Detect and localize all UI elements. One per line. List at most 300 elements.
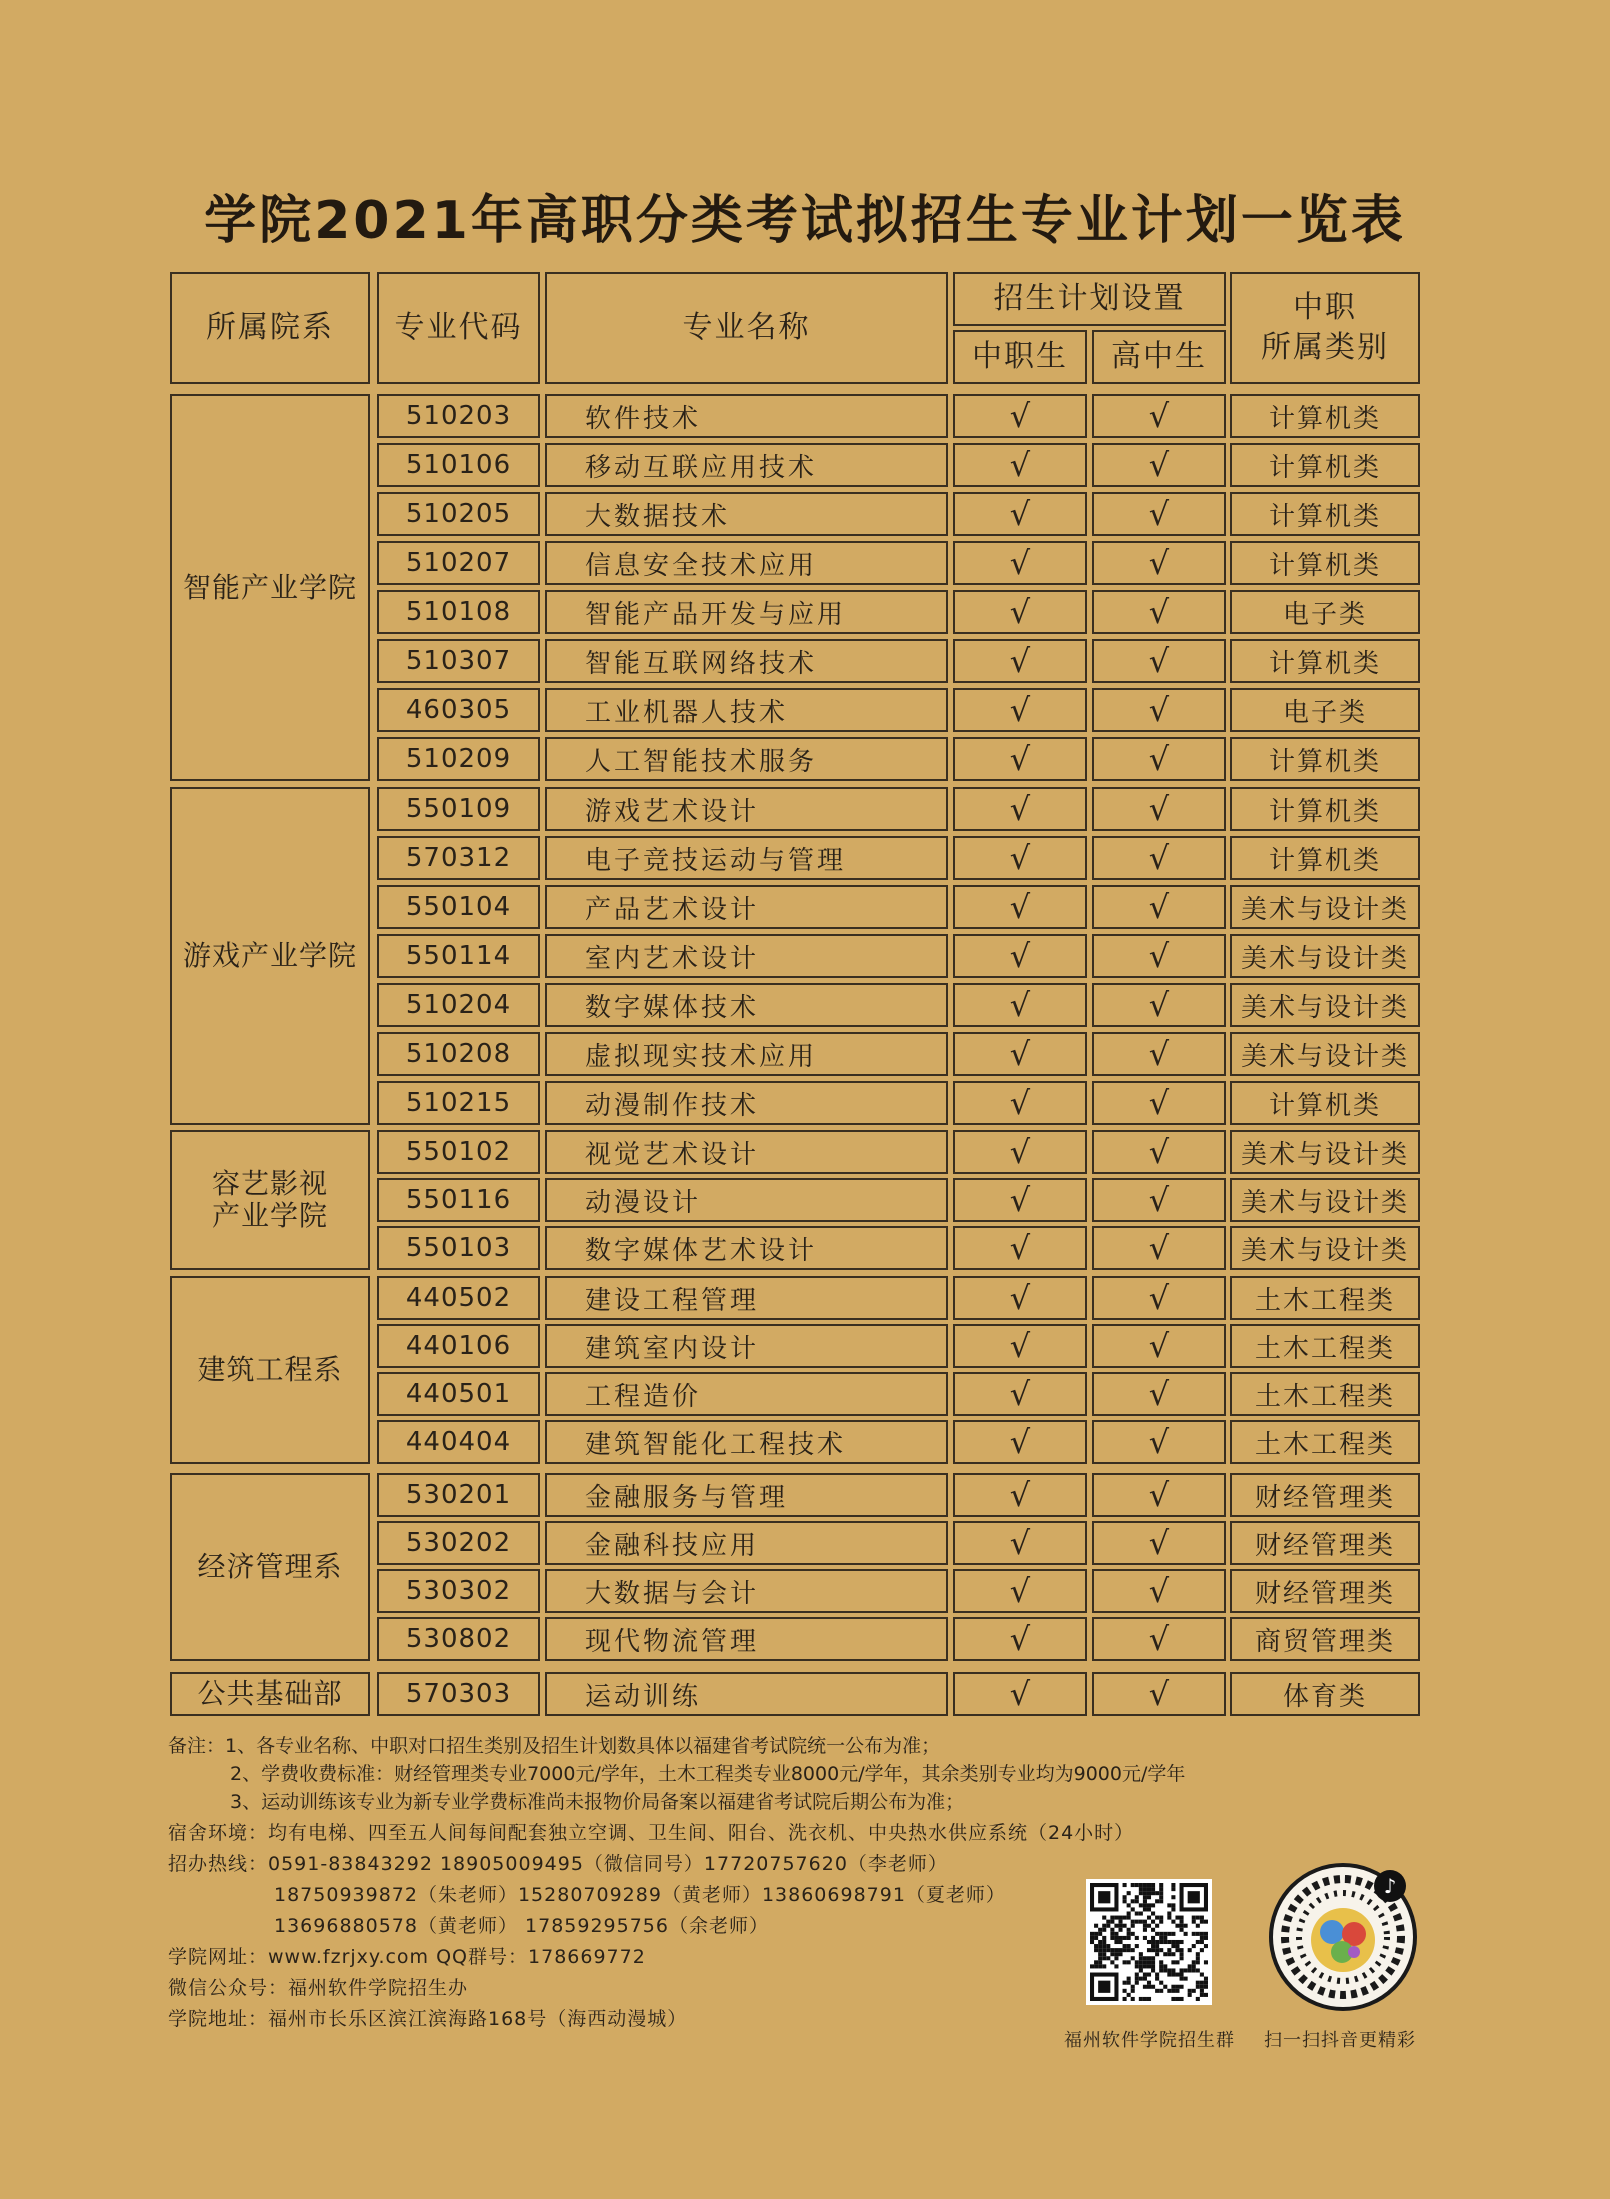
row-name-cell [545, 1324, 948, 1368]
row-name-cell [545, 1473, 948, 1517]
row-zzs-mark: √ [1009, 1620, 1031, 1658]
department-name: 公共基础部 [197, 1677, 343, 1710]
row-category: 电子类 [1282, 697, 1367, 728]
row-gzs-mark: √ [1148, 1620, 1170, 1658]
row-name: 大数据与会计 [585, 1578, 760, 1609]
row-category-cell [1230, 885, 1420, 929]
row-category: 计算机类 [1268, 746, 1381, 777]
row-zzs-mark-cell [953, 983, 1087, 1027]
row-code-cell [377, 1032, 540, 1076]
row-gzs-mark: √ [1148, 1572, 1170, 1610]
row-gzs-mark: √ [1148, 1181, 1170, 1219]
douyin-code [1268, 1862, 1418, 2012]
row-zzs-mark-cell [953, 1473, 1087, 1517]
row-category: 美术与设计类 [1240, 992, 1409, 1023]
row-name: 建设工程管理 [585, 1285, 760, 1316]
row-name-cell [545, 1226, 948, 1270]
row-gzs-mark: √ [1148, 1229, 1170, 1267]
row-code-cell [377, 1420, 540, 1464]
row-code: 510208 [405, 1039, 512, 1069]
row-zzs-mark-cell [953, 1569, 1087, 1613]
row-gzs-mark-cell [1092, 1420, 1226, 1464]
row-category: 美术与设计类 [1240, 1139, 1409, 1170]
department-name: 经济管理系 [197, 1550, 343, 1583]
row-code: 550103 [405, 1233, 512, 1263]
row-zzs-mark: √ [1009, 1181, 1031, 1219]
department-cell [170, 1672, 370, 1716]
row-gzs-mark: √ [1148, 544, 1170, 582]
row-zzs-mark: √ [1009, 1229, 1031, 1267]
row-zzs-mark-cell [953, 737, 1087, 781]
row-name-cell [545, 492, 948, 536]
row-zzs-mark-cell [953, 1420, 1087, 1464]
row-zzs-mark: √ [1009, 1133, 1031, 1171]
row-zzs-mark-cell [953, 1226, 1087, 1270]
qr-caption-group: 福州软件学院招生群 [1064, 2030, 1235, 2051]
row-code: 510108 [405, 597, 512, 627]
row-name-cell [545, 443, 948, 487]
row-code-cell [377, 1081, 540, 1125]
row-category-cell [1230, 737, 1420, 781]
row-code: 530202 [405, 1528, 512, 1558]
row-zzs-mark: √ [1009, 1327, 1031, 1365]
row-gzs-mark-cell [1092, 1521, 1226, 1565]
row-zzs-mark: √ [1009, 1375, 1031, 1413]
row-gzs-mark-cell [1092, 836, 1226, 880]
row-code: 440404 [405, 1427, 512, 1457]
row-gzs-mark-cell [1092, 394, 1226, 438]
row-gzs-mark: √ [1148, 593, 1170, 631]
row-code-cell [377, 983, 540, 1027]
row-name: 建筑智能化工程技术 [585, 1429, 847, 1460]
row-code-cell [377, 590, 540, 634]
department-name: 智能产业学院 [182, 570, 357, 604]
row-name-cell [545, 1672, 948, 1716]
row-name-cell [545, 934, 948, 978]
row-name: 现代物流管理 [585, 1626, 760, 1657]
row-gzs-mark-cell [1092, 1372, 1226, 1416]
row-gzs-mark-cell [1092, 1473, 1226, 1517]
department-cell [170, 1473, 370, 1661]
row-category: 计算机类 [1268, 550, 1381, 581]
row-gzs-mark: √ [1148, 839, 1170, 877]
header-gzs [1092, 330, 1226, 384]
row-gzs-mark-cell [1092, 590, 1226, 634]
row-category: 电子类 [1282, 599, 1367, 630]
row-gzs-mark-cell [1092, 1226, 1226, 1270]
row-code: 550116 [405, 1185, 512, 1215]
row-name: 游戏艺术设计 [585, 796, 760, 827]
row-code-cell [377, 1617, 540, 1661]
header-category-line1: 中职 [1293, 290, 1357, 325]
row-name-cell [545, 1276, 948, 1320]
svg-text:♪: ♪ [1383, 1874, 1397, 1898]
row-gzs-mark: √ [1148, 446, 1170, 484]
row-zzs-mark: √ [1009, 1035, 1031, 1073]
row-code-cell [377, 1130, 540, 1174]
row-category: 计算机类 [1268, 845, 1381, 876]
row-zzs-mark: √ [1009, 397, 1031, 435]
row-gzs-mark-cell [1092, 1324, 1226, 1368]
row-gzs-mark-cell [1092, 639, 1226, 683]
row-code: 510106 [405, 450, 512, 480]
row-category-cell [1230, 541, 1420, 585]
row-name: 智能产品开发与应用 [585, 599, 847, 630]
address-info: 学院地址：福州市长乐区滨江滨海路168号（海西动漫城） [168, 2008, 688, 2030]
row-category-cell [1230, 590, 1420, 634]
row-gzs-mark: √ [1148, 495, 1170, 533]
row-category-cell [1230, 639, 1420, 683]
row-category: 美术与设计类 [1240, 1187, 1409, 1218]
row-category-cell [1230, 983, 1420, 1027]
row-zzs-mark-cell [953, 1324, 1087, 1368]
row-category: 土木工程类 [1254, 1333, 1395, 1364]
note-3: 3、运动训练该专业为新专业学费标准尚未报物价局备案以福建省考试院后期公布为准； [230, 1791, 965, 1813]
row-zzs-mark-cell [953, 836, 1087, 880]
row-gzs-mark: √ [1148, 986, 1170, 1024]
row-category: 计算机类 [1268, 796, 1381, 827]
row-name-cell [545, 1372, 948, 1416]
row-gzs-mark: √ [1148, 1084, 1170, 1122]
row-name-cell [545, 836, 948, 880]
row-name: 视觉艺术设计 [585, 1139, 760, 1170]
row-code: 510203 [405, 401, 512, 431]
department-cell [170, 394, 370, 781]
row-name: 金融服务与管理 [585, 1482, 789, 1513]
row-code: 440106 [405, 1331, 512, 1361]
header-code [377, 272, 540, 384]
row-code: 550104 [405, 892, 512, 922]
row-category: 土木工程类 [1254, 1285, 1395, 1316]
row-gzs-mark: √ [1148, 1327, 1170, 1365]
row-zzs-mark-cell [953, 787, 1087, 831]
row-category: 体育类 [1282, 1681, 1367, 1712]
row-zzs-mark-cell [953, 1617, 1087, 1661]
row-category: 计算机类 [1268, 403, 1381, 434]
row-category-cell [1230, 1420, 1420, 1464]
department-name: 游戏产业学院 [182, 939, 357, 972]
row-category-cell [1230, 1324, 1420, 1368]
row-code-cell [377, 885, 540, 929]
row-name: 工程造价 [585, 1381, 702, 1412]
row-code-cell [377, 541, 540, 585]
row-gzs-mark: √ [1148, 740, 1170, 778]
row-code-cell [377, 1521, 540, 1565]
row-code: 510215 [405, 1088, 512, 1118]
row-gzs-mark-cell [1092, 787, 1226, 831]
row-code-cell [377, 1672, 540, 1716]
row-category-cell [1230, 1178, 1420, 1222]
row-zzs-mark-cell [953, 1276, 1087, 1320]
row-gzs-mark-cell [1092, 1130, 1226, 1174]
row-zzs-mark: √ [1009, 1279, 1031, 1317]
row-code: 530201 [405, 1480, 512, 1510]
row-gzs-mark-cell [1092, 443, 1226, 487]
row-code-cell [377, 1569, 540, 1613]
row-code: 550109 [405, 794, 512, 824]
row-zzs-mark: √ [1009, 790, 1031, 828]
row-zzs-mark: √ [1009, 1572, 1031, 1610]
row-gzs-mark: √ [1148, 1675, 1170, 1713]
row-category: 美术与设计类 [1240, 1235, 1409, 1266]
row-name: 数字媒体技术 [585, 992, 760, 1023]
row-name: 移动互联应用技术 [585, 452, 818, 483]
row-category-cell [1230, 1032, 1420, 1076]
row-name-cell [545, 394, 948, 438]
row-zzs-mark-cell [953, 688, 1087, 732]
row-name-cell [545, 787, 948, 831]
row-code: 510205 [405, 499, 512, 529]
header-name [545, 272, 948, 384]
row-category-cell [1230, 1226, 1420, 1270]
qr-code-group [1086, 1879, 1212, 2005]
website-info: 学院网址：www.fzrjxy.com QQ群号：178669772 [168, 1946, 646, 1968]
row-gzs-mark-cell [1092, 1276, 1226, 1320]
row-zzs-mark: √ [1009, 1084, 1031, 1122]
row-code: 550102 [405, 1137, 512, 1167]
row-name-cell [545, 1569, 948, 1613]
department-cell [170, 1130, 370, 1270]
row-gzs-mark-cell [1092, 492, 1226, 536]
row-zzs-mark: √ [1009, 1675, 1031, 1713]
row-zzs-mark-cell [953, 590, 1087, 634]
page-title: 学院2021年高职分类考试拟招生专业计划一览表 [204, 191, 1406, 251]
row-gzs-mark-cell [1092, 1032, 1226, 1076]
row-category: 财经管理类 [1254, 1482, 1395, 1513]
row-name: 虚拟现实技术应用 [585, 1041, 818, 1072]
row-category: 计算机类 [1268, 452, 1381, 483]
row-gzs-mark: √ [1148, 937, 1170, 975]
row-category-cell [1230, 1521, 1420, 1565]
row-name-cell [545, 688, 948, 732]
row-name: 智能互联网络技术 [585, 648, 818, 679]
row-name-cell [545, 1081, 948, 1125]
row-zzs-mark-cell [953, 394, 1087, 438]
row-gzs-mark-cell [1092, 885, 1226, 929]
header-dept [170, 272, 370, 384]
row-code-cell [377, 1276, 540, 1320]
row-name-cell [545, 737, 948, 781]
row-gzs-mark: √ [1148, 790, 1170, 828]
row-category: 商贸管理类 [1254, 1626, 1395, 1657]
row-code-cell [377, 934, 540, 978]
row-zzs-mark: √ [1009, 986, 1031, 1024]
row-code-cell [377, 1178, 540, 1222]
row-category-cell [1230, 934, 1420, 978]
row-name: 室内艺术设计 [585, 943, 760, 974]
row-name-cell [545, 1178, 948, 1222]
row-code: 530302 [405, 1576, 512, 1606]
row-zzs-mark: √ [1009, 1476, 1031, 1514]
row-zzs-mark: √ [1009, 1524, 1031, 1562]
row-code: 510209 [405, 744, 512, 774]
qr-code-image [1090, 1883, 1208, 2001]
note-1: 备注：1、各专业名称、中职对口招生类别及招生计划数具体以福建省考试院统一公布为准； [168, 1735, 941, 1757]
header-plan [953, 272, 1226, 326]
row-gzs-mark: √ [1148, 1375, 1170, 1413]
row-zzs-mark-cell [953, 541, 1087, 585]
row-code: 570312 [405, 843, 512, 873]
row-gzs-mark: √ [1148, 1133, 1170, 1171]
row-code-cell [377, 1324, 540, 1368]
row-code: 570303 [405, 1679, 512, 1709]
row-code-cell [377, 787, 540, 831]
row-category: 财经管理类 [1254, 1578, 1395, 1609]
wechat-info: 微信公众号：福州软件学院招生办 [168, 1977, 469, 1999]
row-name: 数字媒体艺术设计 [585, 1235, 818, 1266]
row-gzs-mark-cell [1092, 541, 1226, 585]
row-gzs-mark-cell [1092, 934, 1226, 978]
row-category-cell [1230, 836, 1420, 880]
row-name: 信息安全技术应用 [585, 550, 818, 581]
row-category: 计算机类 [1268, 501, 1381, 532]
row-code: 510207 [405, 548, 512, 578]
row-category: 财经管理类 [1254, 1530, 1395, 1561]
row-code: 530802 [405, 1624, 512, 1654]
row-name: 人工智能技术服务 [585, 746, 818, 777]
row-name-cell [545, 1032, 948, 1076]
row-category: 美术与设计类 [1240, 894, 1409, 925]
row-code-cell [377, 492, 540, 536]
row-gzs-mark: √ [1148, 1279, 1170, 1317]
row-zzs-mark: √ [1009, 740, 1031, 778]
row-code: 440501 [405, 1379, 512, 1409]
row-zzs-mark-cell [953, 492, 1087, 536]
row-code-cell [377, 1372, 540, 1416]
row-name: 产品艺术设计 [585, 894, 760, 925]
row-zzs-mark: √ [1009, 839, 1031, 877]
row-category-cell [1230, 1276, 1420, 1320]
row-category-cell [1230, 1569, 1420, 1613]
row-category: 计算机类 [1268, 1090, 1381, 1121]
row-category: 美术与设计类 [1240, 1041, 1409, 1072]
row-zzs-mark: √ [1009, 544, 1031, 582]
dorm-info: 宿舍环境：均有电梯、四至五人间每间配套独立空调、卫生间、阳台、洗衣机、中央热水供应系统（24小时） [168, 1822, 1135, 1844]
row-category-cell [1230, 688, 1420, 732]
row-zzs-mark: √ [1009, 691, 1031, 729]
row-gzs-mark-cell [1092, 1672, 1226, 1716]
row-category-cell [1230, 492, 1420, 536]
department-name: 产业学院 [211, 1199, 328, 1232]
row-category-cell [1230, 1672, 1420, 1716]
row-name: 软件技术 [585, 403, 702, 434]
contact-info [168, 1818, 1134, 2035]
hotline-3: 13696880578（黄老师） 17859295756（余老师） [274, 1915, 769, 1937]
row-gzs-mark-cell [1092, 983, 1226, 1027]
row-zzs-mark: √ [1009, 446, 1031, 484]
row-code: 510204 [405, 990, 512, 1020]
row-name: 金融科技应用 [585, 1530, 760, 1561]
row-zzs-mark-cell [953, 1032, 1087, 1076]
qr-caption-douyin: 扫一扫抖音更精彩 [1264, 2030, 1416, 2051]
row-gzs-mark-cell [1092, 1081, 1226, 1125]
row-name-cell [545, 1521, 948, 1565]
row-name-cell [545, 1420, 948, 1464]
douyin-code-image [1268, 1862, 1418, 2012]
row-category-cell [1230, 1130, 1420, 1174]
row-name-cell [545, 1617, 948, 1661]
row-gzs-mark: √ [1148, 397, 1170, 435]
row-category: 美术与设计类 [1240, 943, 1409, 974]
row-name-cell [545, 541, 948, 585]
row-zzs-mark: √ [1009, 888, 1031, 926]
row-code-cell [377, 394, 540, 438]
row-zzs-mark-cell [953, 443, 1087, 487]
row-zzs-mark-cell [953, 1521, 1087, 1565]
row-code-cell [377, 836, 540, 880]
row-category-cell [1230, 394, 1420, 438]
row-category-cell [1230, 443, 1420, 487]
department-name: 容艺影视 [211, 1167, 328, 1200]
row-zzs-mark: √ [1009, 593, 1031, 631]
header-name-label: 专业名称 [682, 310, 811, 345]
department-cell [170, 1276, 370, 1464]
row-name-cell [545, 983, 948, 1027]
row-name: 建筑室内设计 [585, 1333, 760, 1364]
row-name-cell [545, 1130, 948, 1174]
row-gzs-mark: √ [1148, 1035, 1170, 1073]
row-gzs-mark-cell [1092, 688, 1226, 732]
row-code-cell [377, 688, 540, 732]
note-2: 2、学费收费标准：财经管理类专业7000元/学年，土木工程类专业8000元/学年，其余类别专业均为9000元/学年 [230, 1763, 1186, 1785]
header-category-line2: 所属类别 [1261, 330, 1389, 365]
row-zzs-mark-cell [953, 934, 1087, 978]
row-zzs-mark-cell [953, 1081, 1087, 1125]
row-zzs-mark-cell [953, 639, 1087, 683]
header-gzs-label: 高中生 [1111, 339, 1207, 374]
row-zzs-mark: √ [1009, 937, 1031, 975]
row-name-cell [545, 885, 948, 929]
header-dept-label: 所属院系 [206, 310, 334, 345]
header-zzs [953, 330, 1087, 384]
row-zzs-mark-cell [953, 1178, 1087, 1222]
row-category-cell [1230, 1473, 1420, 1517]
row-category: 土木工程类 [1254, 1381, 1395, 1412]
row-code-cell [377, 1226, 540, 1270]
row-name: 动漫制作技术 [585, 1090, 760, 1121]
row-gzs-mark-cell [1092, 737, 1226, 781]
row-gzs-mark: √ [1148, 691, 1170, 729]
row-code-cell [377, 639, 540, 683]
row-name-cell [545, 639, 948, 683]
row-gzs-mark: √ [1148, 1524, 1170, 1562]
row-name: 运动训练 [585, 1681, 702, 1712]
row-name: 工业机器人技术 [585, 697, 789, 728]
header-category [1230, 272, 1420, 384]
header-zzs-label: 中职生 [972, 339, 1068, 374]
hotline-2: 18750939872（朱老师）15280709289（黄老师）13860698791（夏老师） [274, 1884, 1006, 1906]
row-name: 电子竞技运动与管理 [585, 845, 847, 876]
row-zzs-mark: √ [1009, 642, 1031, 680]
row-gzs-mark: √ [1148, 1423, 1170, 1461]
hotline-1: 招办热线：0591-83843292 18905009495（微信同号）17720757620（李老师） [168, 1853, 948, 1875]
notes [168, 1732, 1185, 1816]
row-category-cell [1230, 1081, 1420, 1125]
row-gzs-mark: √ [1148, 888, 1170, 926]
row-category: 土木工程类 [1254, 1429, 1395, 1460]
row-code-cell [377, 737, 540, 781]
row-gzs-mark-cell [1092, 1569, 1226, 1613]
row-code-cell [377, 1473, 540, 1517]
row-gzs-mark: √ [1148, 1476, 1170, 1514]
row-gzs-mark: √ [1148, 642, 1170, 680]
header-code-label: 专业代码 [394, 310, 523, 345]
row-name-cell [545, 590, 948, 634]
row-code-cell [377, 443, 540, 487]
row-zzs-mark: √ [1009, 1423, 1031, 1461]
row-category-cell [1230, 1617, 1420, 1661]
department-name: 建筑工程系 [197, 1353, 343, 1386]
